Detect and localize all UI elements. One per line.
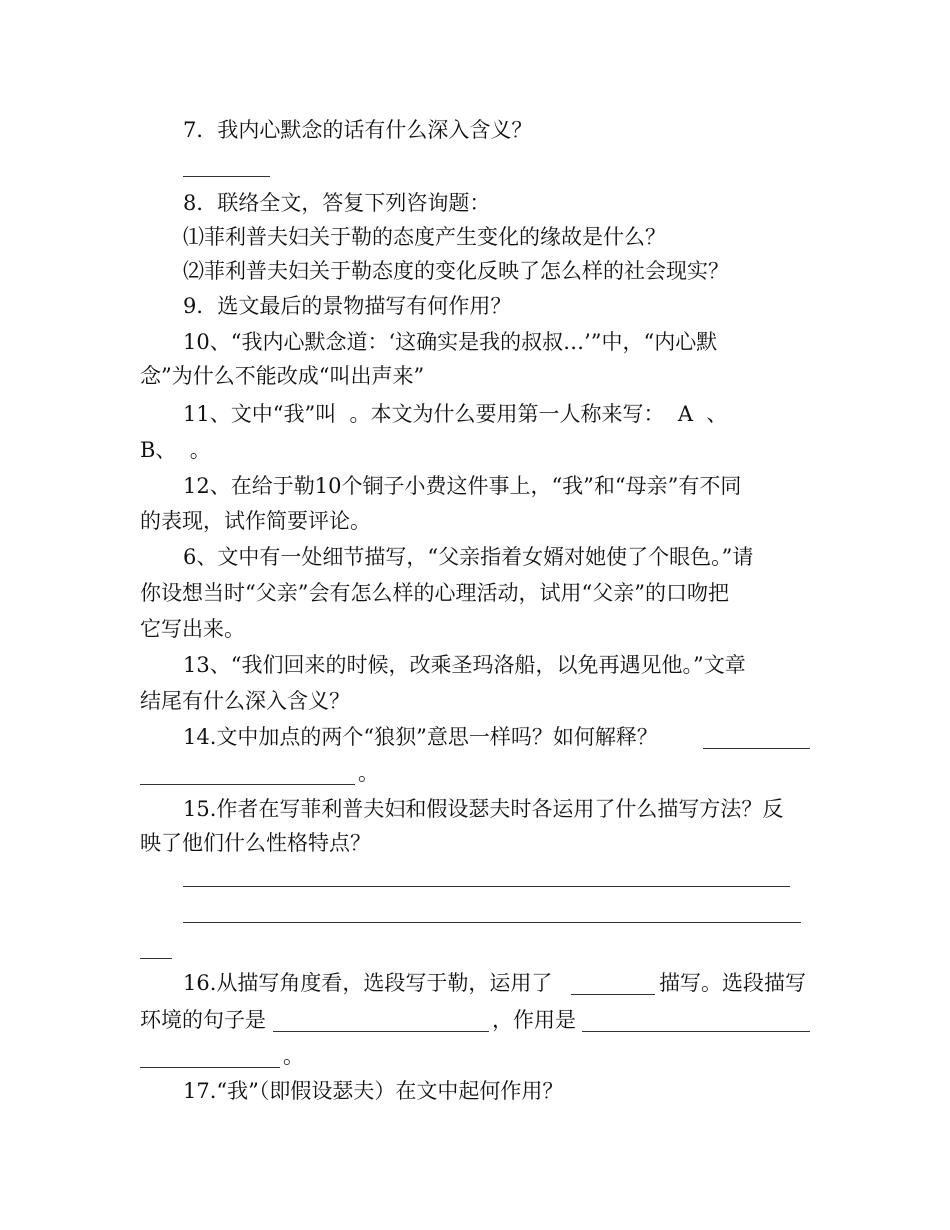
answer-line xyxy=(140,784,355,785)
question-16-line1b: 描写。选段描写 xyxy=(659,971,806,995)
question-14-line1: 14.文中加点的两个“狼狈”意思一样吗？如何解释？ xyxy=(183,725,658,749)
answer-line xyxy=(140,958,172,959)
question-16-line1a: 16.从描写角度看，选段写于勒，运用了 xyxy=(183,971,553,995)
question-15-line2: 映了他们什么性格特点？ xyxy=(140,831,371,855)
question-10-line2: 念”为什么不能改成“叫出声来” xyxy=(140,364,425,388)
question-10-line1: 10、“我内心默念道：‘这确实是我的叔叔…’”中，“内心默 xyxy=(183,330,718,354)
answer-line xyxy=(273,1031,489,1032)
question-17: 17.“我”（即假设瑟夫）在文中起何作用？ xyxy=(183,1079,564,1103)
question-16-line2b: ，作用是 xyxy=(492,1008,576,1032)
answer-line xyxy=(183,176,270,177)
question-8-sub2: ⑵菲利普夫妇关于勒态度的变化反映了怎么样的社会现实？ xyxy=(183,259,729,283)
question-12-line2: 的表现，试作简要评论。 xyxy=(140,509,371,533)
question-8-sub1: ⑴菲利普夫妇关于勒的态度产生变化的缘故是什么？ xyxy=(183,225,666,249)
question-13-line2: 结尾有什么深入含义？ xyxy=(140,689,350,713)
answer-line xyxy=(183,886,790,887)
question-6-line2: 你设想当时“父亲”会有怎么样的心理活动，试用“父亲”的口吻把 xyxy=(140,581,729,605)
answer-line xyxy=(571,994,655,995)
question-7: 7．我内心默念的话有什么深入含义？ xyxy=(183,118,533,142)
question-16-end: 。 xyxy=(283,1044,304,1068)
question-16-line2a: 环境的句子是 xyxy=(140,1008,266,1032)
answer-line xyxy=(582,1031,810,1032)
question-9: 9．选文最后的景物描写有何作用？ xyxy=(183,294,512,318)
question-14-end: 。 xyxy=(358,761,379,785)
question-12-line1: 12、在给于勒10个铜子小费这件事上，“我”和“母亲”有不同 xyxy=(183,474,742,498)
question-11-line1: 11、文中“我”叫 。本文为什么要用第一人称来写： A 、 xyxy=(183,402,728,426)
question-15-line1: 15.作者在写菲利普夫妇和假设瑟夫时各运用了什么描写方法？反 xyxy=(183,797,784,821)
question-13-line1: 13、“我们回来的时候，改乘圣玛洛船，以免再遇见他。”文章 xyxy=(183,653,746,677)
question-6-line3: 它写出来。 xyxy=(140,617,245,641)
question-6-line1: 6、文中有一处细节描写，“父亲指着女婿对她使了个眼色。”请 xyxy=(183,545,754,569)
answer-line xyxy=(140,1067,280,1068)
question-8-title: 8．联络全文，答复下列咨询题： xyxy=(183,191,491,215)
answer-line xyxy=(703,748,810,749)
answer-line xyxy=(183,922,801,923)
question-11-line2: B、 。 xyxy=(140,438,211,462)
